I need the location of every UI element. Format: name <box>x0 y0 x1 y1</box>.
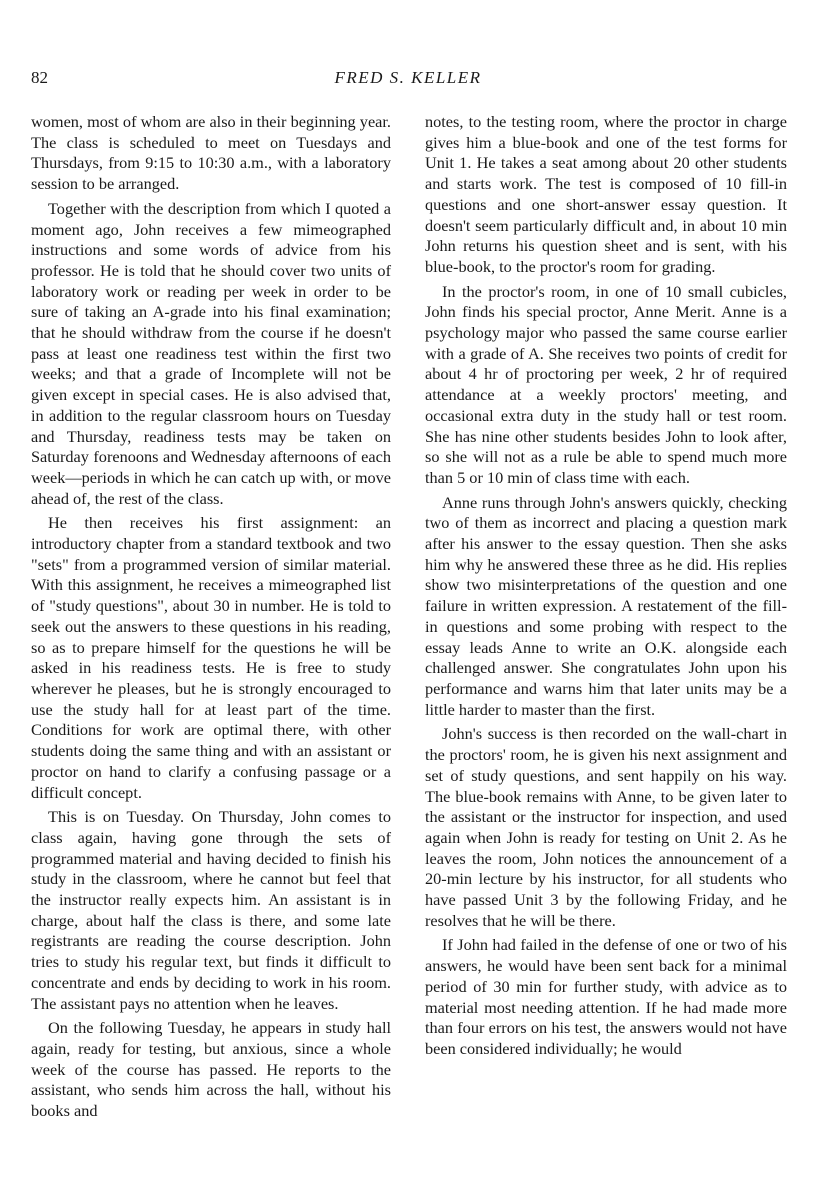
page-header <box>31 68 785 92</box>
left-column <box>31 112 391 1122</box>
paragraph: This is on Tuesday. On Thursday, John comes to class again, having gone through the sets of programmed material and having decided to finish his study in the classroom, where he cannot but feel that the instructor really expects him. An assistant is in charge, about half the class is there, and some late registrants are reading the course description. John tries to study his regular text, but finds it difficult to concentrate and ends by deciding to work in his room. The assistant pays no attention when he leaves. <box>31 807 391 1013</box>
right-column <box>425 112 787 1060</box>
paragraph: women, most of whom are also in their beginning year. The class is scheduled to meet on Tuesdays and Thursdays, from 9:15 to 10:30 a.m., with a laboratory session to be arranged. <box>31 112 391 194</box>
page-number: 82 <box>31 68 48 87</box>
paragraph: On the following Tuesday, he appears in study hall again, ready for testing, but anxious, since a whole week of the course has passed. He reports to the assistant, who sends him across the hall, without his books and <box>31 1018 391 1121</box>
running-head: FRED S. KELLER <box>334 68 482 87</box>
paragraph: He then receives his first assignment: an introductory chapter from a standard textbook and two "sets" from a programmed version of similar material. With this assignment, he receives a mimeographed list of "study questions", about 30 in number. He is told to seek out the answers to these questions in his reading, so as to prepare himself for the questions he will be asked in his readiness tests. He is free to study wherever he pleases, but he is strongly encouraged to use the study hall for at least part of the time. Conditions for work are optimal there, with other students doing the same thing and with an assistant or proctor on hand to clarify a confusing passage or a difficult concept. <box>31 513 391 802</box>
paragraph: Together with the description from which I quoted a moment ago, John receives a few mimeographed instructions and some words of advice from his professor. He is told that he should cover two units of laboratory work or reading per week in order to be sure of taking an A-grade into his final examination; that he should withdraw from the course if he doesn't pass at least one readiness test within the first two weeks; and that a grade of Incomplete will not be given except in special cases. He is also advised that, in addition to the regular classroom hours on Tuesday and Thursday, readiness tests may be taken on Saturday forenoons and Wednesday afternoons of each week—periods in which he can catch up with, or move ahead of, the rest of the class. <box>31 198 391 508</box>
paragraph: In the proctor's room, in one of 10 small cubicles, John finds his special proctor, Anne Merit. Anne is a psychology major who passed the same course earlier with a grade of A. She receives two points of credit for about 4 hr of proctoring per week, 2 hr of required attendance at a weekly proctors' meeting, and occasional extra duty in the study hall or test room. She has nine other students besides John to look after, so she will not as a rule be able to spend much more than 5 or 10 min of class time with each. <box>425 281 787 487</box>
paragraph: notes, to the testing room, where the proctor in charge gives him a blue-book and one of the test forms for Unit 1. He takes a seat among about 20 other students and starts work. The test is composed of 10 fill-in questions and one short-answer essay question. It doesn't seem particularly difficult and, in about 10 min John returns his question sheet and is sent, with his blue-book, to the proctor's room for grading. <box>425 112 787 276</box>
paragraph: Anne runs through John's answers quickly, checking two of them as incorrect and placing a question mark after his answer to the essay question. Then she asks him why he answered these three as he did. His replies show two misinterpretations of the question and one failure in written expression. A restatement of the fill-in questions and some probing with respect to the essay leads Anne to write an O.K. alongside each challenged answer. She congratulates John upon his performance and warns him that later units may be a little harder to master than the first. <box>425 492 787 719</box>
paragraph: John's success is then recorded on the wall-chart in the proctors' room, he is given his next assignment and set of study questions, and sent happily on his way. The blue-book remains with Anne, to be given later to the assistant or the instructor for inspection, and used again when John is ready for testing on Unit 2. As he leaves the room, John notices the announcement of a 20-min lecture by his instructor, for all students who have passed Unit 3 by the following Friday, and he resolves that he will be there. <box>425 724 787 930</box>
paragraph: If John had failed in the defense of one or two of his answers, he would have been sent back for a minimal period of 30 min for further study, with advice as to material most needing attention. If he had made more than four errors on his test, the answers would not have been considered individually; he would <box>425 935 787 1058</box>
